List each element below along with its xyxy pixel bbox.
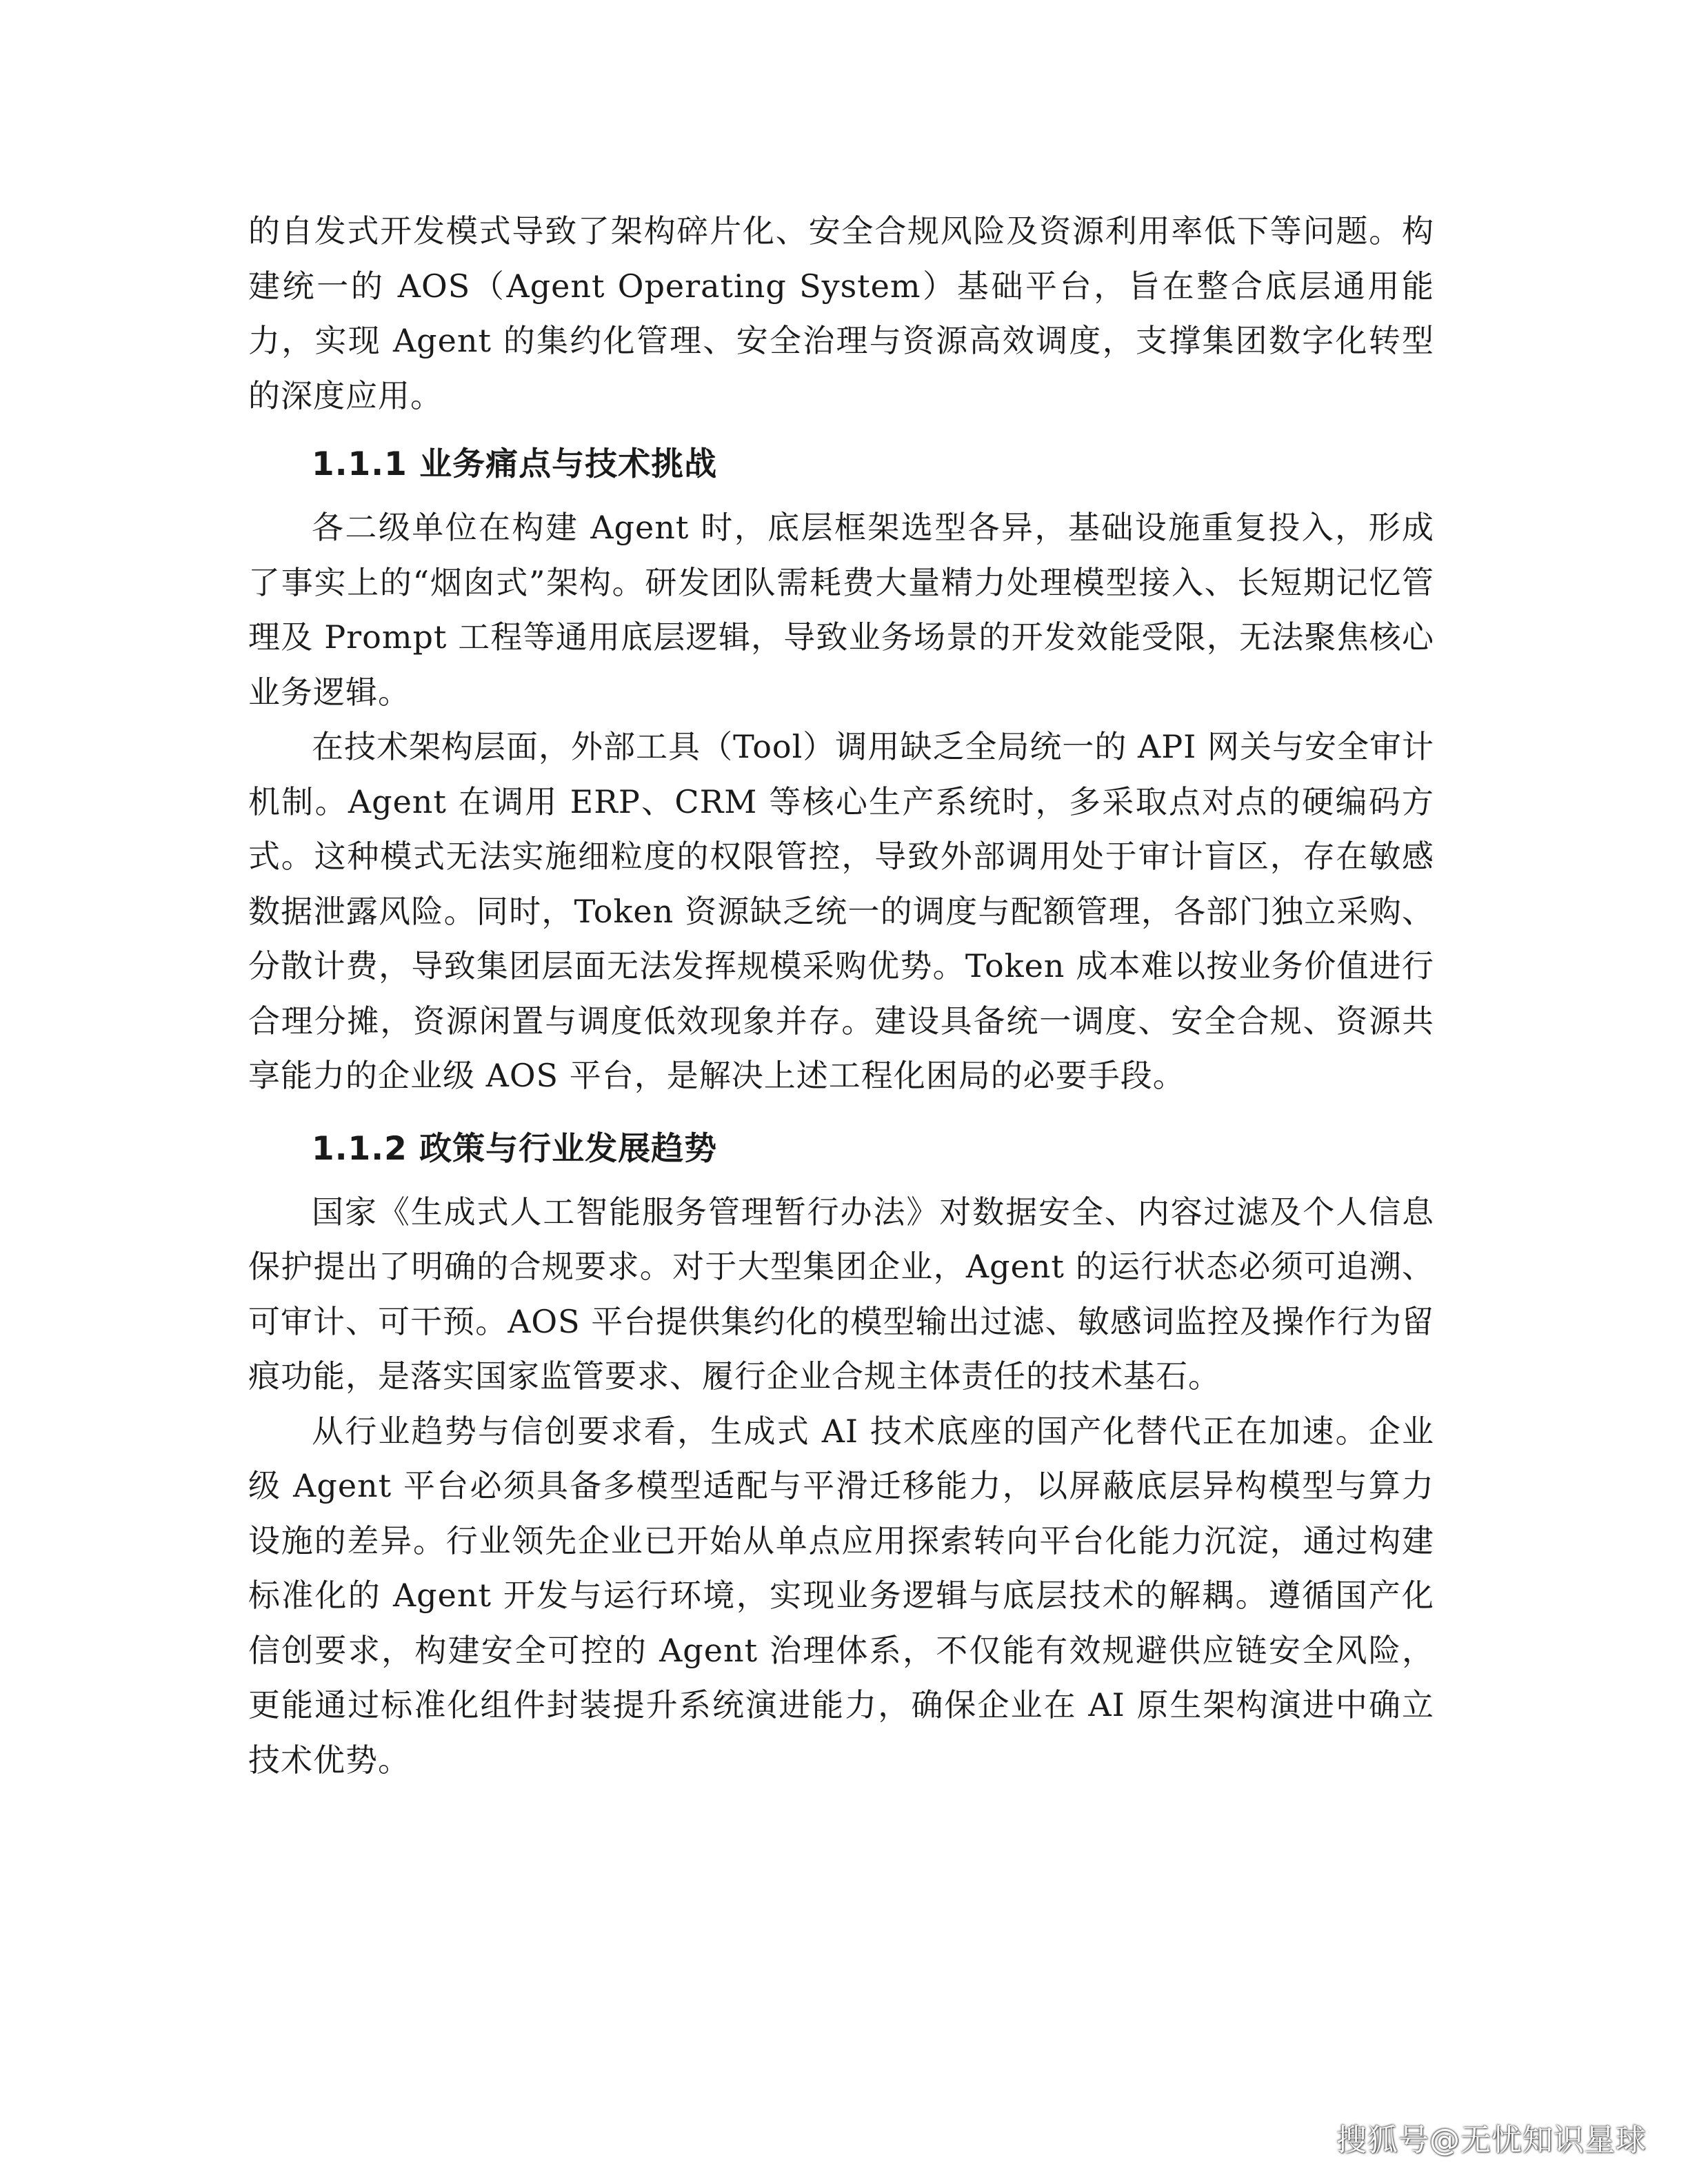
- intro-paragraph: 的自发式开发模式导致了架构碎片化、安全合规风险及资源利用率低下等问题。构建统一的 AOS（Agent Operating System）基础平台，旨在整合底层通用能力，实现 Agent 的集约化管理、安全治理与资源高效调度，支撑集团数字化转型的深度应用。: [248, 212, 1434, 414]
- section-heading-1-1-1: 1.1.1 业务痛点与技术挑战: [312, 445, 718, 483]
- watermark-text: 搜狐号@无忧知识星球: [1336, 2123, 1647, 2158]
- document-page: [248, 204, 1434, 1788]
- section-1-paragraph-1: 各二级单位在构建 Agent 时，底层框架选型各异，基础设施重复投入，形成了事实上的“烟囱式”架构。研发团队需耗费大量精力处理模型接入、长短期记忆管理及 Prompt 工程等通用底层逻辑，导致业务场景的开发效能受限，无法聚焦核心业务逻辑。: [248, 509, 1434, 711]
- section-2-paragraph-2: 从行业趋势与信创要求看，生成式 AI 技术底座的国产化替代正在加速。企业级 Agent 平台必须具备多模型适配与平滑迁移能力，以屏蔽底层异构模型与算力设施的差异。行业领先企业已开始从单点应用探索转向平台化能力沉淀，通过构建标准化的 Agent 开发与运行环境，实现业务逻辑与底层技术的解耦。遵循国产化信创要求，构建安全可控的 Agent 治理体系，不仅能有效规避供应链安全风险，更能通过标准化组件封装提升系统演进能力，确保企业在 AI 原生架构演进中确立技术优势。: [248, 1412, 1434, 1779]
- section-1-paragraph-2: 在技术架构层面，外部工具（Tool）调用缺乏全局统一的 API 网关与安全审计机制。Agent 在调用 ERP、CRM 等核心生产系统时，多采取点对点的硬编码方式。这种模式无法实施细粒度的权限管控，导致外部调用处于审计盲区，存在敏感数据泄露风险。同时，Token 资源缺乏统一的调度与配额管理，各部门独立采购、分散计费，导致集团层面无法发挥规模采购优势。Token 成本难以按业务价值进行合理分摊，资源闲置与调度低效现象并存。建设具备统一调度、安全合规、资源共享能力的企业级 AOS 平台，是解决上述工程化困局的必要手段。: [248, 728, 1434, 1094]
- section-2-paragraph-1: 国家《生成式人工智能服务管理暂行办法》对数据安全、内容过滤及个人信息保护提出了明确的合规要求。对于大型集团企业，Agent 的运行状态必须可追溯、可审计、可干预。AOS 平台提供集约化的模型输出过滤、敏感词监控及操作行为留痕功能，是落实国家监管要求、履行企业合规主体责任的技术基石。: [248, 1193, 1434, 1395]
- section-heading-1-1-2: 1.1.2 政策与行业发展趋势: [312, 1129, 718, 1168]
